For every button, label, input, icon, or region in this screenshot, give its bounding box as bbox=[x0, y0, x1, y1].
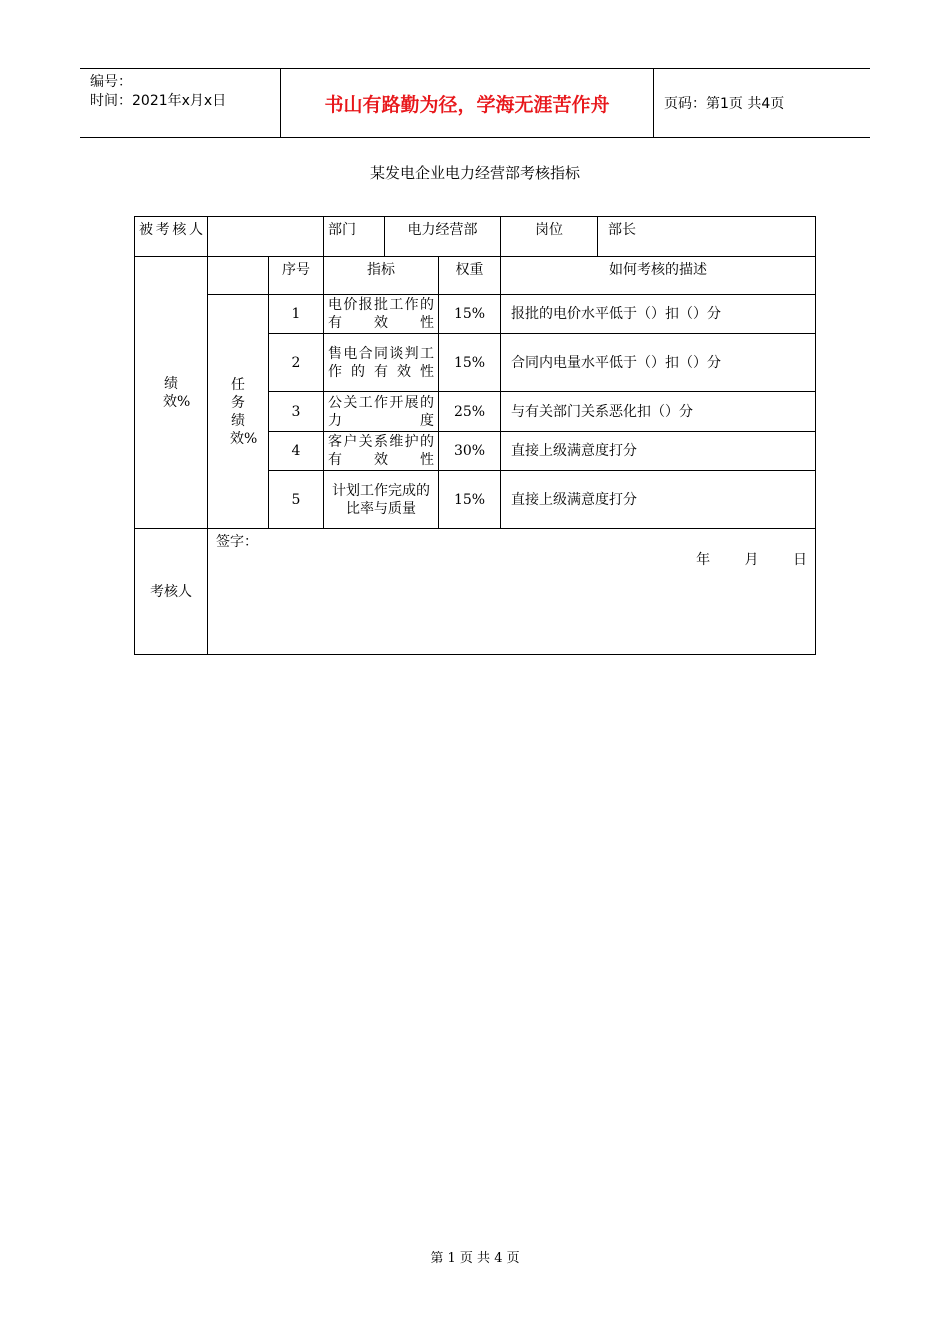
row-weight: 15% bbox=[439, 295, 501, 334]
perf-sub-text: 任务绩效% bbox=[230, 376, 258, 447]
post-label: 岗位 bbox=[501, 217, 598, 257]
signature-field[interactable] bbox=[208, 529, 816, 655]
row-weight: 15% bbox=[439, 471, 501, 529]
date-month: 月 bbox=[744, 552, 759, 568]
header-weight: 权重 bbox=[439, 257, 501, 295]
row-seq: 5 bbox=[269, 471, 324, 529]
date-year: 年 bbox=[696, 552, 711, 568]
row-weight: 15% bbox=[439, 334, 501, 392]
perf-row bbox=[135, 295, 816, 334]
row-desc: 直接上级满意度打分 bbox=[501, 471, 816, 529]
header-indicator: 指标 bbox=[324, 257, 439, 295]
perf-sub-label bbox=[208, 295, 269, 529]
date-day: 日 bbox=[793, 552, 807, 568]
row-indicator: 公关工作开展的力度 bbox=[324, 392, 439, 432]
reviewer-label: 考核人 bbox=[135, 529, 208, 655]
row-desc: 直接上级满意度打分 bbox=[501, 432, 816, 471]
row-weight: 25% bbox=[439, 392, 501, 432]
header-desc: 如何考核的描述 bbox=[501, 257, 816, 295]
post-value: 部长 bbox=[598, 217, 816, 257]
document-title: 某发电企业电力经营部考核指标 bbox=[369, 164, 580, 182]
dept-label: 部门 bbox=[324, 217, 385, 257]
row-seq: 2 bbox=[269, 334, 324, 392]
row-desc: 与有关部门关系恶化扣（）分 bbox=[501, 392, 816, 432]
row-seq: 1 bbox=[269, 295, 324, 334]
reviewer-row bbox=[135, 529, 816, 655]
assessment-table bbox=[134, 216, 816, 655]
perf-group-label bbox=[135, 257, 208, 529]
row-indicator: 计划工作完成的比率与质量 bbox=[324, 471, 439, 529]
row-desc: 合同内电量水平低于（）扣（）分 bbox=[501, 334, 816, 392]
row-indicator: 客户关系维护的有效性 bbox=[324, 432, 439, 471]
sign-label: 签字： bbox=[216, 534, 258, 550]
row-weight: 30% bbox=[439, 432, 501, 471]
header-meta bbox=[80, 69, 281, 137]
row-desc: 报批的电价水平低于（）扣（）分 bbox=[501, 295, 816, 334]
examinee-value[interactable] bbox=[208, 217, 324, 257]
perf-group-text: 绩效% bbox=[163, 375, 191, 410]
info-row bbox=[135, 217, 816, 257]
header-seq: 序号 bbox=[269, 257, 324, 295]
row-seq: 4 bbox=[269, 432, 324, 471]
examinee-label: 被考核人 bbox=[135, 217, 208, 257]
date-line bbox=[666, 551, 807, 569]
header-page-number: 页码：第1页 共4页 bbox=[664, 96, 785, 112]
header-motto: 书山有路勤为径，学海无涯苦作舟 bbox=[281, 69, 654, 137]
dept-value: 电力经营部 bbox=[385, 217, 501, 257]
row-indicator: 售电合同谈判工作的有效性 bbox=[324, 334, 439, 392]
row-indicator: 电价报批工作的有效性 bbox=[324, 295, 439, 334]
time-text: 时间：2021年x月x日 bbox=[90, 93, 227, 109]
page-footer: 第 1 页 共 4 页 bbox=[430, 1251, 520, 1266]
perf-header-row bbox=[135, 257, 816, 295]
perf-header-blank bbox=[208, 257, 269, 295]
page-header bbox=[80, 68, 870, 138]
row-seq: 3 bbox=[269, 392, 324, 432]
code-label: 编号： bbox=[90, 74, 132, 90]
